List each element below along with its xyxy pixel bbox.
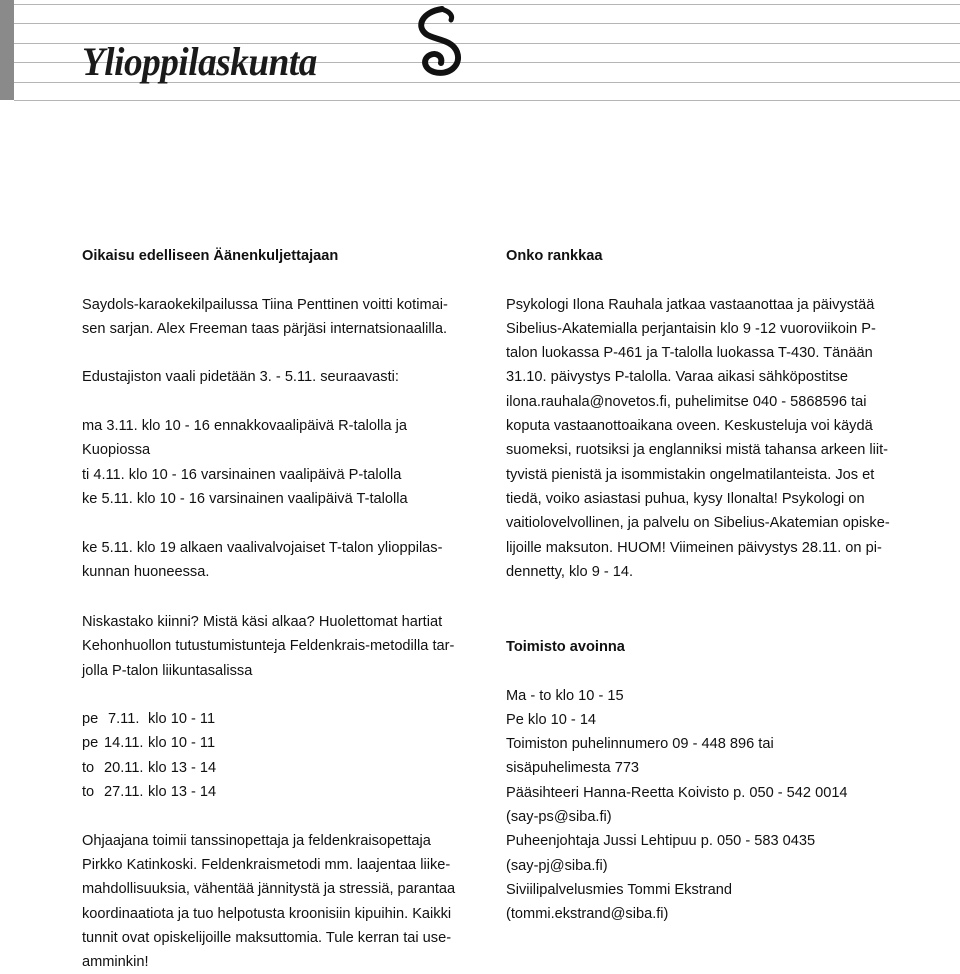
right-bottom-column — [506, 635, 912, 927]
text-line: sisäpuhelimesta 773 — [506, 760, 640, 777]
staff-line — [14, 100, 960, 101]
email-text: (tommi.ekstrand@siba.fi) — [506, 906, 669, 923]
text-line: vaitiolovelvollinen, ja palvelu on Sibelius-Akatemian opiske- — [506, 515, 890, 532]
text-line: koputa vastaanottoaikana oveen. Keskusteluja voi käydä — [506, 418, 873, 435]
text-line: Psykologi Ilona Rauhala jatkaa vastaanottaa ja päivystää — [506, 296, 875, 313]
text-line: tyvistä pienistä ja isommistakin ongelmatilanteista. Jos et — [506, 466, 875, 483]
text-line: ke 5.11. klo 19 alkaen vaalivalvojaiset T-talon ylioppilas- — [82, 539, 443, 556]
email-text: (say-ps@siba.fi) — [506, 809, 612, 826]
session-day: pe — [82, 735, 99, 752]
text-line: Saydols-karaokekilpailussa Tiina Penttinen voitti kotimai- — [82, 296, 448, 313]
text-line: Toimiston puhelinnumero 09 - 448 896 tai — [506, 736, 774, 753]
text-line: tunnit ovat opiskelijoille maksuttomia. Tule kerran tai use- — [82, 929, 452, 946]
session-row — [82, 756, 482, 780]
masthead-edge-bar — [0, 0, 14, 100]
siba-s-logo-icon — [408, 6, 464, 78]
session-row — [82, 731, 482, 755]
session-date: 7.11. — [108, 711, 140, 728]
session-time: klo 10 - 11 — [148, 735, 216, 752]
schedule-line: ti 4.11. klo 10 - 16 varsinainen vaalipäivä P-talolla — [82, 466, 402, 483]
schedule-line: ma 3.11. klo 10 - 16 ennakkovaalipäivä R-talolla ja — [82, 418, 408, 435]
text-line: mahdollisuuksia, vähentää jännitystä ja stressiä, parantaa — [82, 881, 456, 898]
left-bottom-column — [82, 610, 482, 974]
text-line: sen sarjan. Alex Freeman taas pärjäsi internatsionaalilla. — [82, 320, 448, 337]
session-day: to — [82, 759, 95, 776]
session-row — [82, 780, 482, 804]
session-day: pe — [82, 711, 99, 728]
session-date: 20.11. — [104, 759, 144, 776]
election-intro: Edustajiston vaali pidetään 3. - 5.11. seuraavasti: — [82, 369, 399, 386]
text-line: Niskastako kiinni? Mistä käsi alkaa? Huolettomat hartiat — [82, 614, 443, 630]
text-line: Ma - to klo 10 - 15 — [506, 687, 624, 704]
text-line: kunnan huoneessa. — [82, 563, 210, 580]
session-date: 27.11. — [104, 784, 144, 801]
session-time: klo 13 - 14 — [148, 784, 217, 801]
masthead-title: Ylioppilaskunta — [82, 39, 317, 84]
text-line: Pe klo 10 - 14 — [506, 711, 597, 728]
text-line: Pääsihteeri Hanna-Reetta Koivisto p. 050 - 542 0014 — [506, 784, 848, 801]
office-hours-heading: Toimisto avoinna — [506, 639, 625, 655]
left-top-column — [82, 244, 482, 584]
text-line: jolla P-talon liikuntasalissa — [82, 662, 253, 679]
session-day: to — [82, 784, 95, 801]
psychologist-heading: Onko rankkaa — [506, 248, 603, 264]
text-line: koordinaatiota ja tuo helpotusta kroonisiin kipuihin. Kaikki — [82, 905, 452, 922]
staff-line — [14, 4, 960, 5]
text-line: suomeksi, ruotsiksi ja englanniksi mistä tahansa arkeen liit- — [506, 442, 889, 459]
correction-heading: Oikaisu edelliseen Äänenkuljettajaan — [82, 248, 339, 264]
text-line: talon luokassa P-461 ja T-talolla luokassa T-430. Tänään — [506, 345, 873, 362]
text-line: Puheenjohtaja Jussi Lehtipuu p. 050 - 583 0435 — [506, 833, 816, 850]
text-line: 31.10. päivystys P-talolla. Varaa aikasi sähköpostitse — [506, 369, 849, 386]
text-line: Pirkko Katinkoski. Feldenkraismetodi mm. laajentaa liike- — [82, 856, 451, 873]
text-line: Sibelius-Akatemialla perjantaisin klo 9 -12 vuoroviikoin P- — [506, 320, 876, 337]
right-top-column — [506, 244, 912, 584]
session-time: klo 13 - 14 — [148, 759, 217, 776]
staff-line — [14, 23, 960, 24]
text-line: tiedä, voiko asiastasi puhua, kysy Ilonalta! Psykologi on — [506, 490, 865, 507]
text-line: amminkin! — [82, 954, 149, 971]
text-line: Kehonhuollon tutustumistunteja Feldenkrais-metodilla tar- — [82, 638, 455, 655]
text-line: ilona.rauhala@novetos.fi, puhelimitse 040 - 5868596 tai — [506, 393, 867, 410]
session-row — [82, 707, 482, 731]
text-line: lijoille maksuton. HUOM! Viimeinen päivystys 28.11. on pi- — [506, 539, 882, 556]
text-line: Siviilipalvelusmies Tommi Ekstrand — [506, 881, 733, 898]
text-line: dennetty, klo 9 - 14. — [506, 563, 634, 580]
text-line: Ohjaajana toimii tanssinopettaja ja feldenkraisopettaja — [82, 832, 431, 849]
schedule-line: Kuopiossa — [82, 442, 151, 459]
session-date: 14.11. — [104, 735, 144, 752]
session-time: klo 10 - 11 — [148, 711, 216, 728]
email-text: (say-pj@siba.fi) — [506, 857, 608, 874]
schedule-line: ke 5.11. klo 10 - 16 varsinainen vaalipäivä T-talolla — [82, 490, 408, 507]
